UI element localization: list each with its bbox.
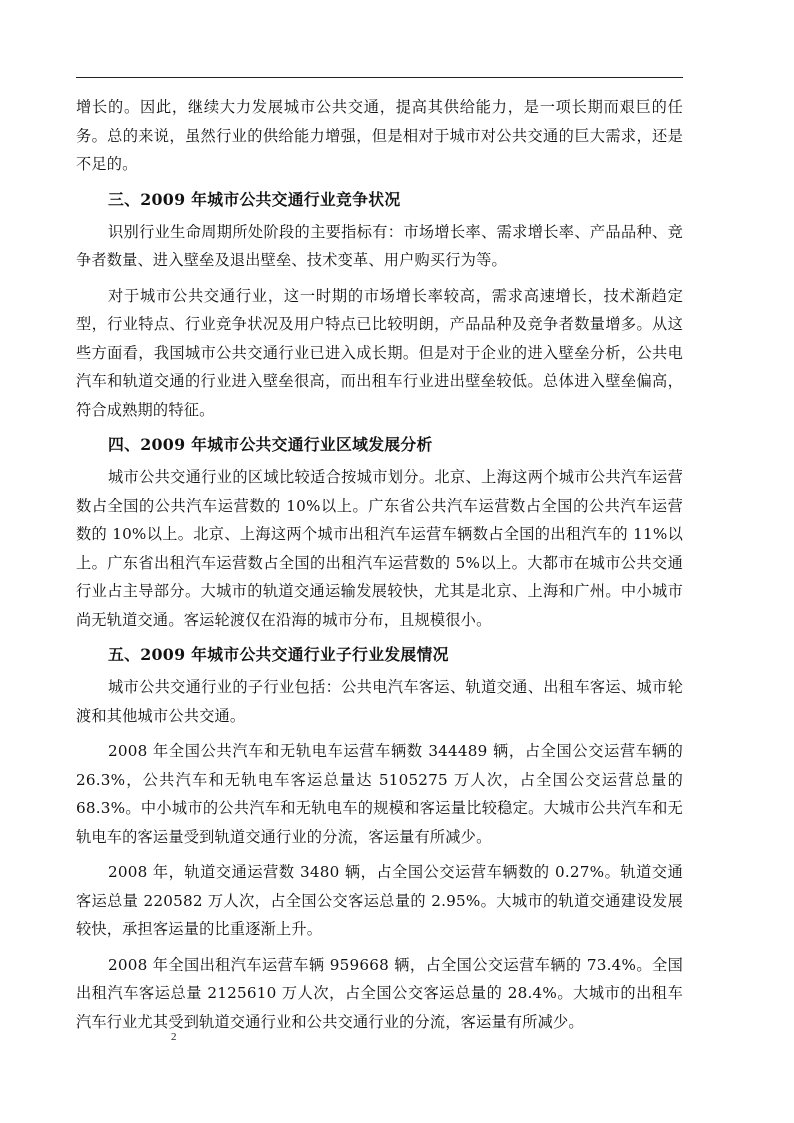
paragraph-bus-trolley-stats: 2008 年全国公共汽车和无轨电车运营车辆数 344489 辆，占全国公交运营车辆的 26.3%，公共汽车和无轨电车客运总量达 5105275 万人次，占全国公交运营总量的 68.3%。中小城市的公共汽车和无轨电车的规模和客运量比较稳定。大城市公共汽车和无轨电车的客运量受到轨道交通行业的分流，客运量有所减少。 [76, 742, 683, 846]
paragraph-rail-transit-stats: 2008 年，轨道交通运营数 3480 辆，占全国公交运营车辆数的 0.27%。轨道交通客运总量 220582 万人次，占全国公交客运总量的 2.95%。大城市的轨道交通建设发展较快，承担客运量的比重逐渐上升。 [76, 863, 683, 938]
section-heading-regional: 四、2009 年城市公共交通行业区域发展分析 [108, 435, 433, 454]
section-heading-subindustry: 五、2009 年城市公共交通行业子行业发展情况 [108, 645, 449, 664]
paragraph-growth-stage: 对于城市公共交通行业，这一时期的市场增长率较高，需求高速增长，技术渐趋定型，行业特点、行业竞争状况及用户特点已比较明朗，产品品种及竞争者数量增多。从这些方面看，我国城市公共交通行业已进入成长期。但是对于企业的进入壁垒分析，公共电汽车和轨道交通的行业进入壁垒很高，而出租车行业进出壁垒较低。总体进入壁垒偏高，符合成熟期的特征。 [76, 286, 683, 419]
paragraph-lifecycle-indicators: 识别行业生命周期所处阶段的主要指标有：市场增长率、需求增长率、产品品种、竞争者数量、进入壁垒及退出壁垒、技术变革、用户购买行为等。 [76, 222, 683, 269]
document-body [76, 93, 683, 1043]
paragraph-regional-analysis: 城市公共交通行业的区域比较适合按城市划分。北京、上海这两个城市公共汽车运营数占全国的公共汽车运营数的 10%以上。广东省公共汽车运营数占全国的公共汽车运营数的 10%以上。北京、上海这两个城市出租汽车运营车辆数占全国的出租汽车的 11%以上。广东省出租汽车运营数占全国的出租汽车运营数的 5%以上。大都市在城市公共交通行业占主导部分。大城市的轨道交通运输发展较快，尤其是北京、上海和广州。中小城市尚无轨道交通。客运轮渡仅在沿海的城市分布，且规模很小。 [76, 468, 683, 629]
header-rule [76, 77, 683, 78]
paragraph-taxi-stats: 2008 年全国出租汽车运营车辆 959668 辆，占全国公交运营车辆的 73.4%。全国出租汽车客运总量 2125610 万人次，占全国公交客运总量的 28.4%。大城市的出租车汽车行业尤其受到轨道交通行业和公共交通行业的分流，客运量有所减少。 [76, 955, 683, 1031]
page-number: 2 [171, 1031, 177, 1043]
paragraph-supply-conclusion: 增长的。因此，继续大力发展城市公共交通，提高其供给能力，是一项长期而艰巨的任务。总的来说，虽然行业的供给能力增强，但是相对于城市对公共交通的巨大需求，还是不足的。 [76, 98, 683, 173]
paragraph-subindustry-list: 城市公共交通行业的子行业包括：公共电汽车客运、轨道交通、出租车客运、城市轮渡和其他城市公共交通。 [76, 678, 683, 725]
section-heading-competition: 三、2009 年城市公共交通行业竞争状况 [108, 189, 401, 209]
